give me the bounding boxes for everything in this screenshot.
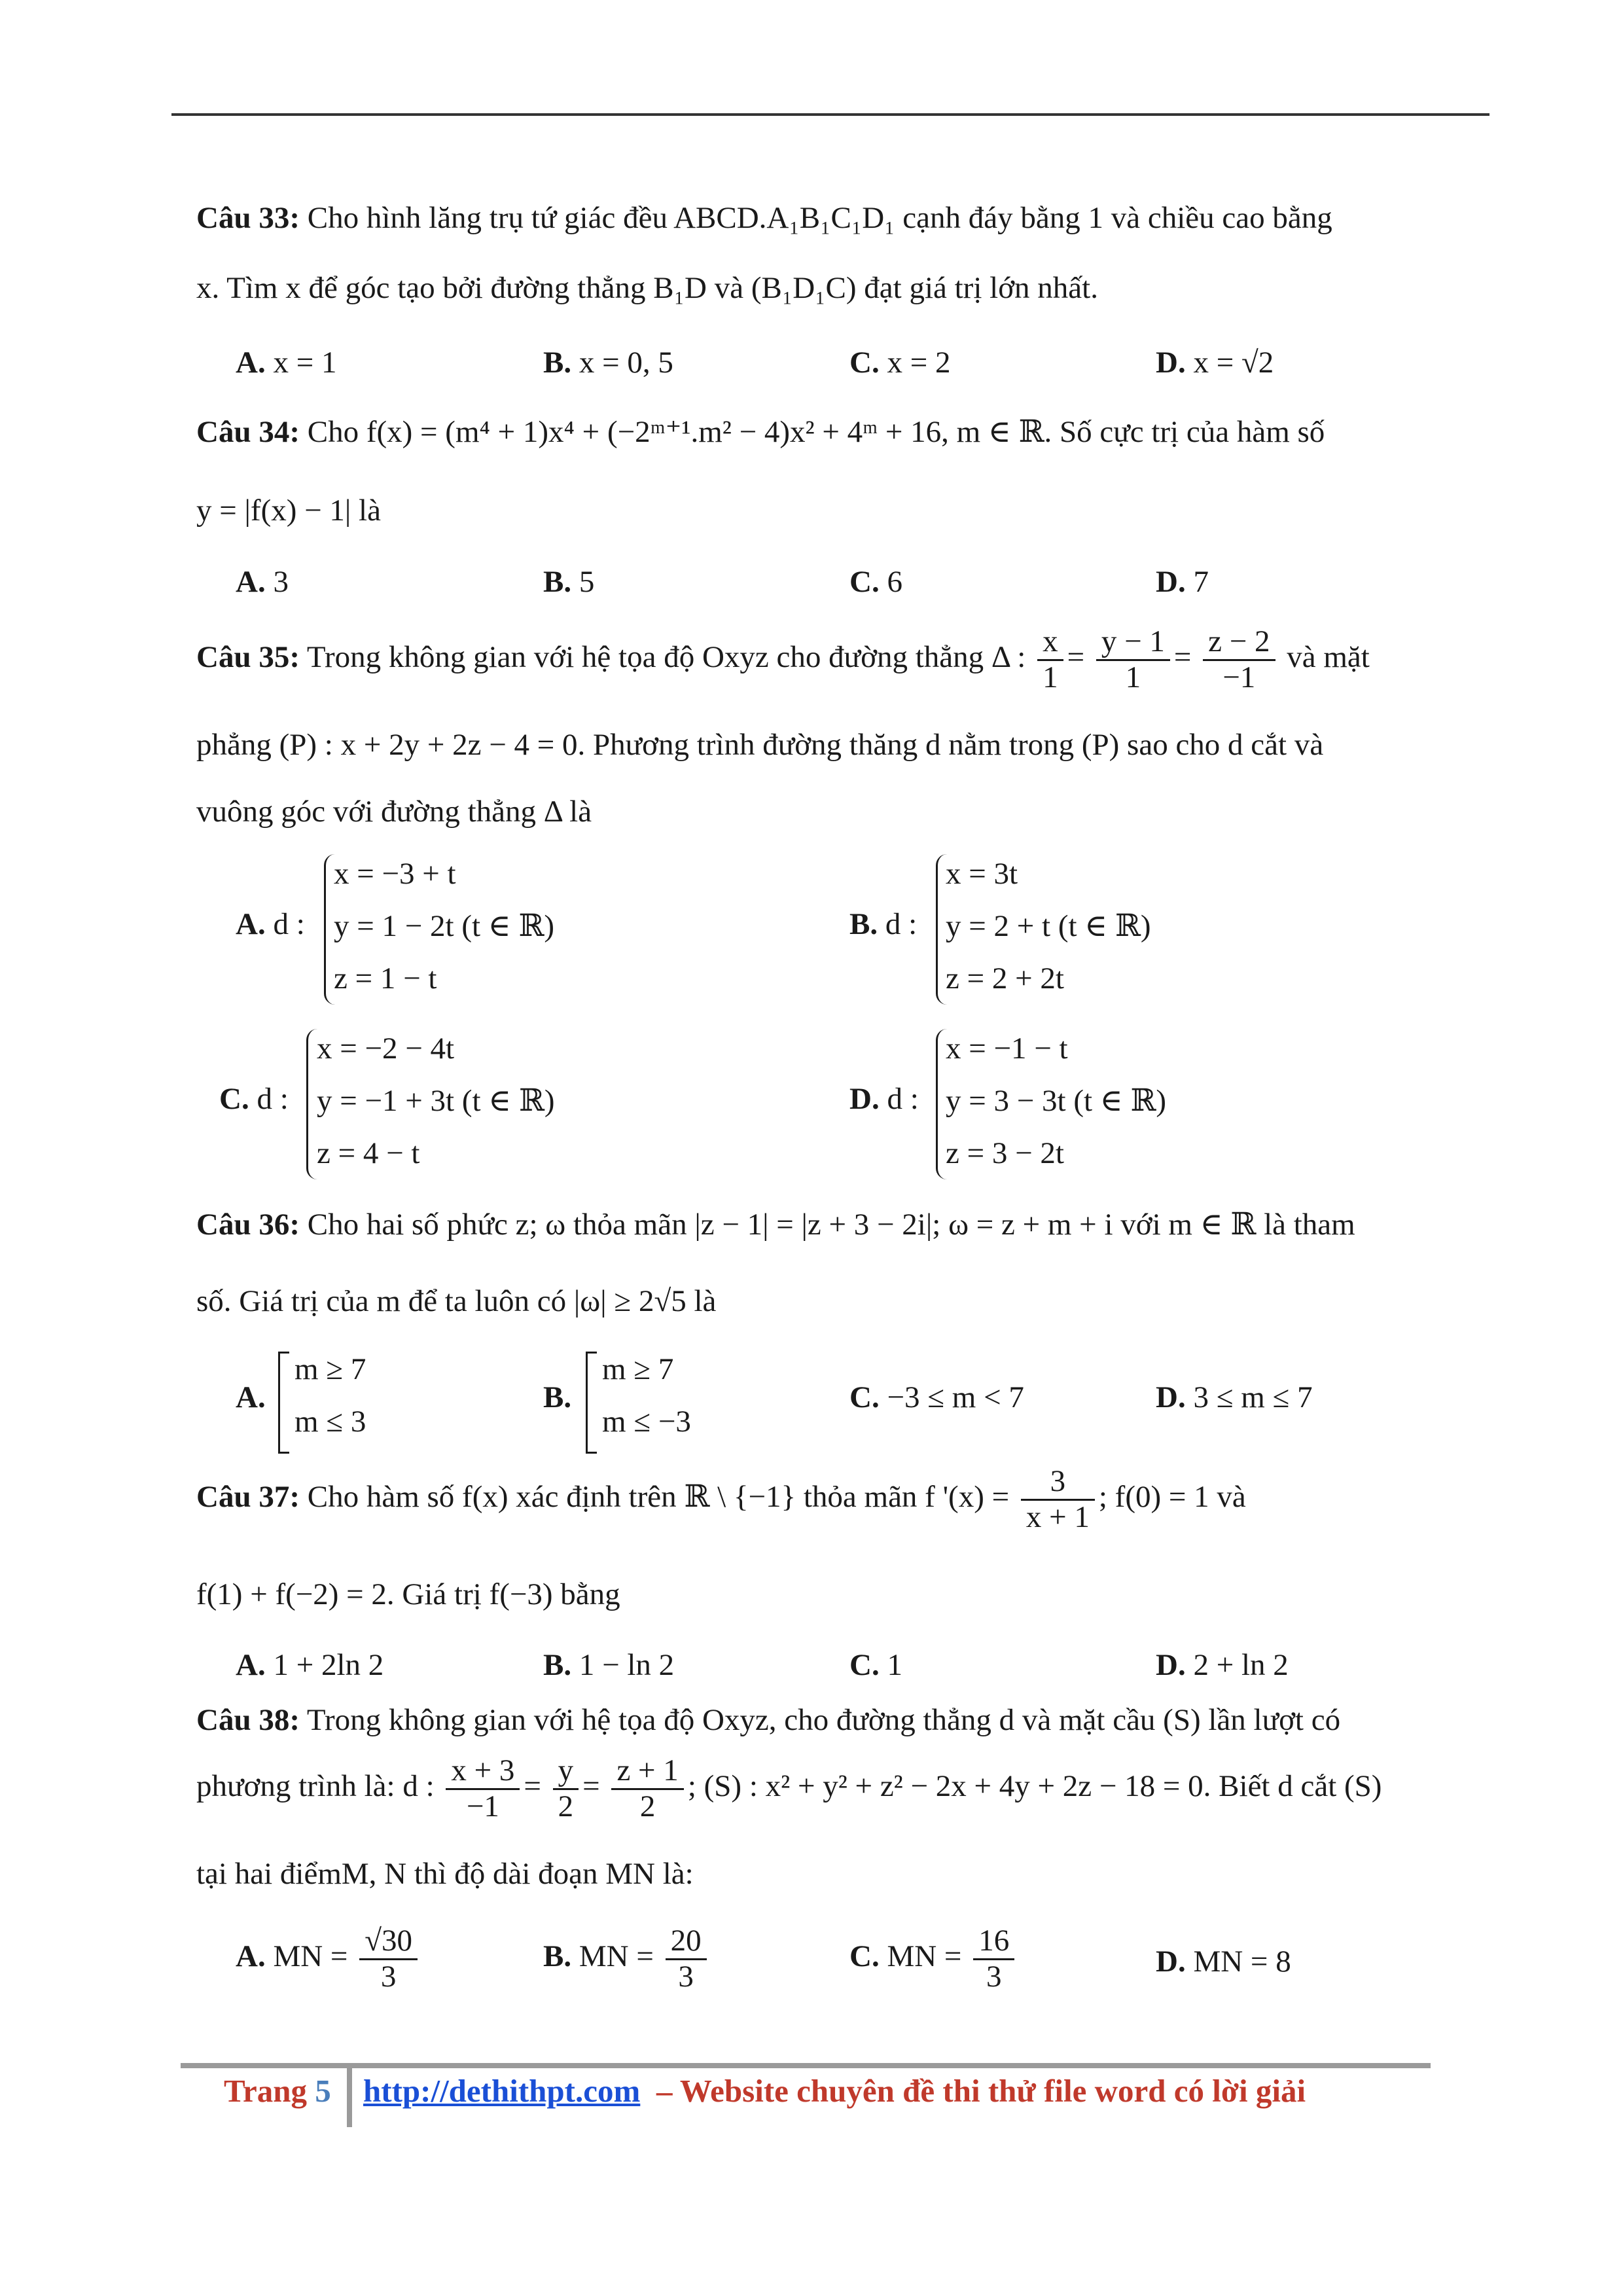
q36-a-system: m ≥ 7 m ≤ 3 [294, 1352, 366, 1439]
q36-b-system: m ≥ 7 m ≤ −3 [602, 1352, 691, 1439]
question-36-line-1: Câu 36: Cho hai số phức z; ω thỏa mãn |z − 1| = |z + 3 − 2i|; ω = z + m + i với m ∈ ℝ là tham [196, 1208, 1355, 1242]
q35-d-system: x = −1 − t y = 3 − 3t (t ∈ ℝ) z = 3 − 2t [946, 1031, 1167, 1170]
question-33-line-2: x. Tìm x để góc tạo bởi đường thẳng B₁D và (B₁D₁C) đạt giá trị lớn nhất. [196, 271, 1098, 305]
question-34-line-1: Câu 34: Cho f(x) = (m⁴ + 1)x⁴ + (−2ᵐ⁺¹.m² − 4)x² + 4ᵐ + 16, m ∈ ℝ. Số cực trị của hàm số [196, 415, 1325, 449]
fraction: $\frac{y}{2}$ [553, 1754, 579, 1823]
q35-a-system: x = −3 + t y = 1 − 2t (t ∈ ℝ) z = 1 − t [334, 857, 555, 996]
question-38-line-3: tại hai điểmM, N thì độ dài đoạn MN là: [196, 1857, 694, 1891]
footer-tagline: – Website chuyên đề thi thử file word có lời giải [656, 2073, 1306, 2109]
footer-rule [181, 2063, 1431, 2068]
q36-option-b-letter[interactable]: B. [543, 1380, 572, 1414]
q37-option-c[interactable]: C. 1 [849, 1648, 902, 1682]
fraction: $\frac{y - 1}{1}$ [1096, 625, 1170, 694]
q33-option-c[interactable]: C. x = 2 [849, 346, 951, 380]
q37-option-b[interactable]: B. 1 − ln 2 [543, 1648, 675, 1682]
header-rule [171, 113, 1489, 116]
question-35-line-3: vuông góc với đường thẳng Δ là [196, 795, 592, 829]
question-33-line-1: Câu 33: Cho hình lăng trụ tứ giác đều ABCD.A₁B₁C₁D₁ cạnh đáy bằng 1 và chiều cao bằng [196, 201, 1332, 235]
q38-option-d[interactable]: D. MN = 8 [1156, 1945, 1291, 1979]
q33-option-d[interactable]: D. x = √2 [1156, 346, 1274, 380]
q35-option-d[interactable]: D. d : [849, 1082, 919, 1116]
question-37-line-1: Câu 37: Cho hàm số f(x) xác định trên ℝ \ {−1} thỏa mãn f '(x) = $\frac{3}{x + 1}$ ; f(0) = 1 và [196, 1464, 1246, 1534]
q38-option-a[interactable]: A. MN = $\frac{√30}{3}$ [236, 1924, 421, 1994]
question-38-line-2: phương trình là: d : $\frac{x + 3}{-1}$ = $\frac{y}{2}$ = $\frac{z + 1}{2}$ ; (S) : x² + y² + z² − 2x + 4y + 2z − 18 = 0. Biết d cắt (S) [196, 1753, 1382, 1823]
fraction: $\frac{3}{x + 1}$ [1021, 1465, 1095, 1534]
page-number: Trang 5 [224, 2073, 331, 2109]
q34-option-d[interactable]: D. 7 [1156, 565, 1209, 599]
question-35-line-2: phẳng (P) : x + 2y + 2z − 4 = 0. Phương trình đường thăng d nằm trong (P) sao cho d cắt và [196, 728, 1324, 762]
fraction: $\frac{√30}{3}$ [359, 1924, 418, 1994]
q35-option-b[interactable]: B. d : [849, 907, 918, 941]
question-36-line-2: số. Giá trị của m để ta luôn có |ω| ≥ 2√5 là [196, 1284, 717, 1318]
question-35-line-1: Câu 35: Trong không gian với hệ tọa độ Oxyz cho đường thẳng Δ : $\frac{x}{1}$ = $\frac{y - 1}{1}$ = $\frac{z - 2}{-1}$ và mặt [196, 624, 1370, 694]
q34-option-b[interactable]: B. 5 [543, 565, 595, 599]
fraction: $\frac{20}{3}$ [666, 1924, 707, 1994]
q36-option-c[interactable]: C. −3 ≤ m < 7 [849, 1380, 1024, 1414]
q38-option-c[interactable]: C. MN = $\frac{16}{3}$ [849, 1924, 1018, 1994]
fraction: $\frac{z + 1}{2}$ [611, 1754, 683, 1823]
q35-option-c[interactable]: C. d : [219, 1082, 289, 1116]
bracket [278, 1352, 289, 1454]
fraction: $\frac{x + 3}{-1}$ [446, 1754, 520, 1823]
q36-option-a-letter[interactable]: A. [236, 1380, 266, 1414]
bracket [586, 1352, 597, 1454]
q34-option-a[interactable]: A. 3 [236, 565, 289, 599]
q35-c-system: x = −2 − 4t y = −1 + 3t (t ∈ ℝ) z = 4 − t [317, 1031, 555, 1170]
question-38-line-1: Câu 38: Trong không gian với hệ tọa độ Oxyz, cho đường thẳng d và mặt cầu (S) lần lượt có [196, 1703, 1341, 1737]
q33-option-b[interactable]: B. x = 0, 5 [543, 346, 673, 380]
website-link[interactable]: http://dethithpt.com [363, 2073, 641, 2109]
question-34-line-2: y = |f(x) − 1| là [196, 493, 381, 528]
q34-option-c[interactable]: C. 6 [849, 565, 902, 599]
fraction: $\frac{x}{1}$ [1037, 625, 1063, 694]
q35-option-a[interactable]: A. d : [236, 907, 305, 941]
question-37-line-2: f(1) + f(−2) = 2. Giá trị f(−3) bằng [196, 1577, 620, 1611]
fraction: $\frac{z - 2}{-1}$ [1203, 625, 1275, 694]
fraction: $\frac{16}{3}$ [973, 1924, 1014, 1994]
system-brace [306, 1029, 317, 1179]
footer-divider [347, 2067, 352, 2127]
q35-b-system: x = 3t y = 2 + t (t ∈ ℝ) z = 2 + 2t [946, 857, 1151, 996]
q37-option-a[interactable]: A. 1 + 2ln 2 [236, 1648, 384, 1682]
q38-option-b[interactable]: B. MN = $\frac{20}{3}$ [543, 1924, 711, 1994]
q33-option-a[interactable]: A. x = 1 [236, 346, 337, 380]
q37-option-d[interactable]: D. 2 + ln 2 [1156, 1648, 1289, 1682]
q36-option-d[interactable]: D. 3 ≤ m ≤ 7 [1156, 1380, 1313, 1414]
